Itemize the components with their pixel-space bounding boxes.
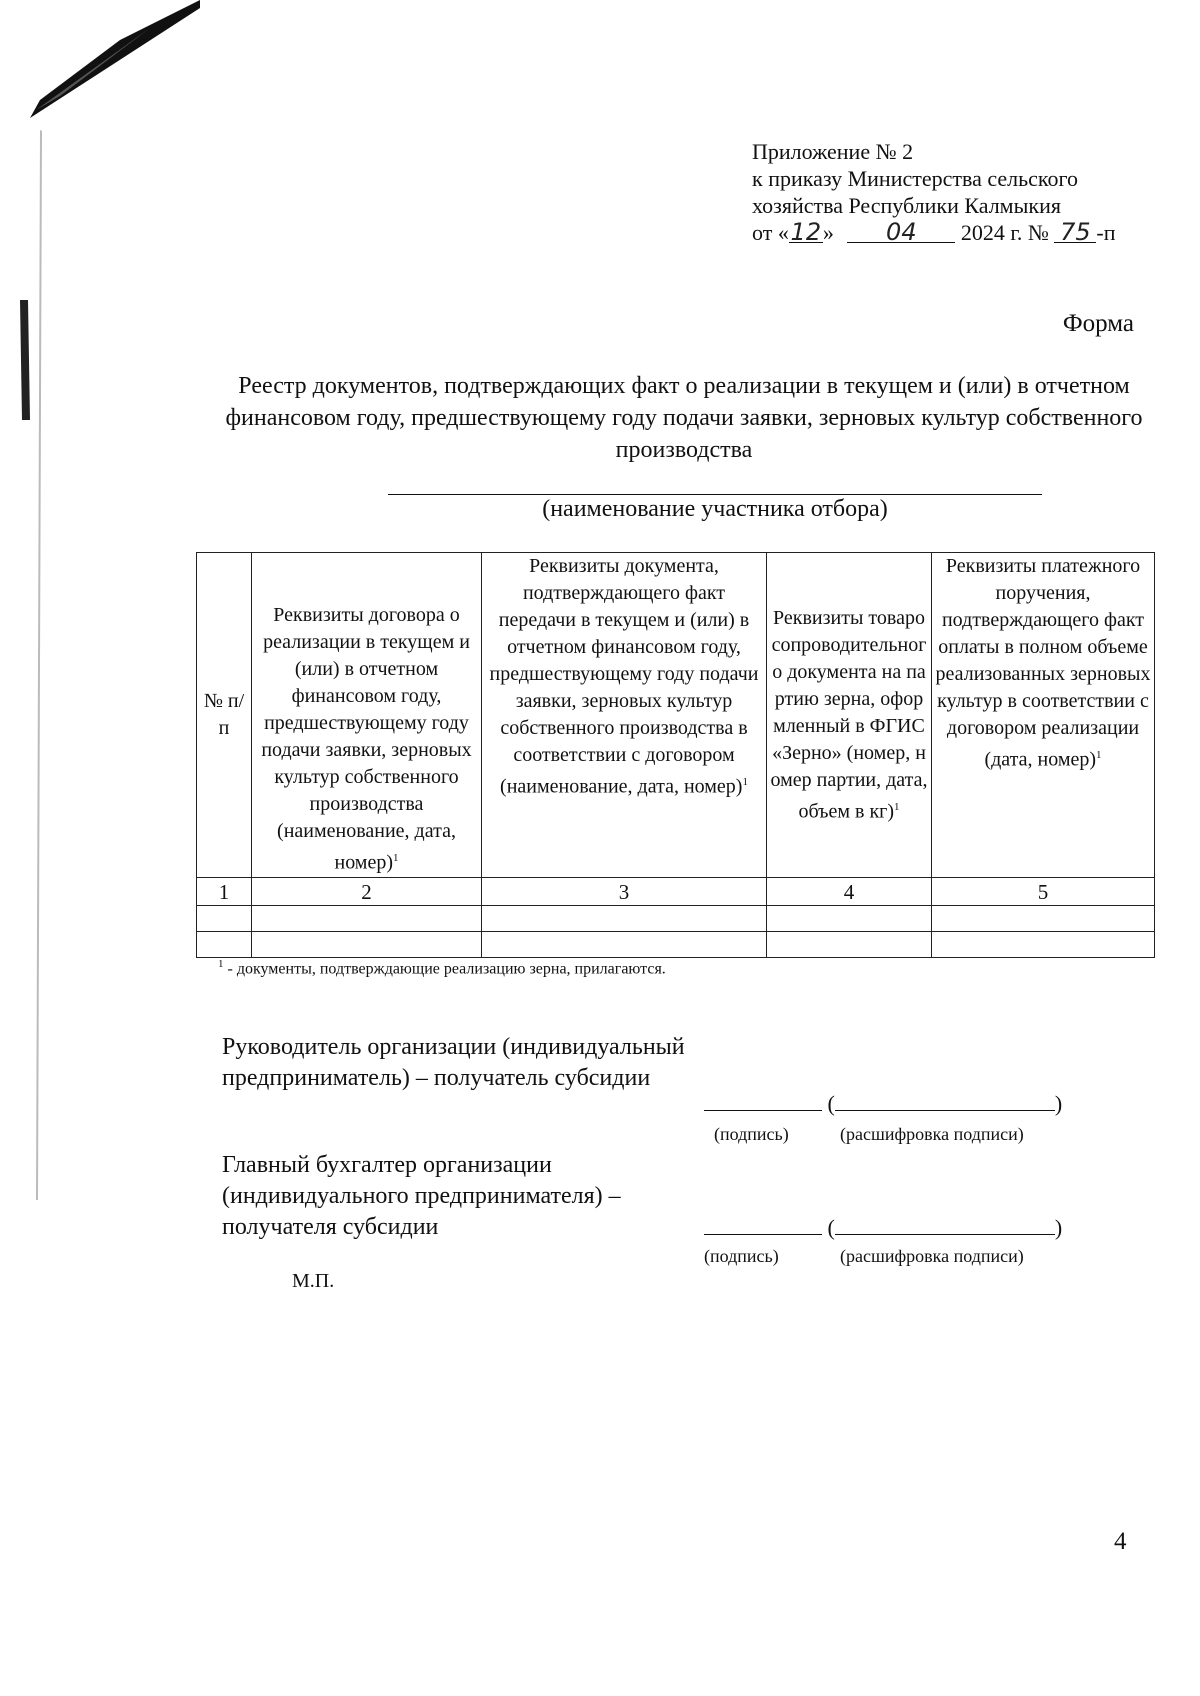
header-cell: Реквизиты платежного поручения, подтверждающего факт оплаты в полном объеме реализованных зерновых культур в соответствии с договором реализации (дата, номер)$^1$ bbox=[932, 553, 1155, 878]
form-label: Форма bbox=[1062, 310, 1134, 337]
accountant-sign-caption: (подпись) bbox=[704, 1246, 779, 1266]
table-row bbox=[197, 906, 1155, 932]
handwritten-day: 12 bbox=[790, 218, 822, 246]
head-role-label: Руководитель организации (индивидуальный предприниматель) – получатель субсидии bbox=[222, 1034, 685, 1091]
appendix-date-line: от «12» 04 2024 г. № 75 -п bbox=[752, 218, 1116, 246]
appendix-line-3: хозяйства Республики Калмыкия bbox=[752, 193, 1061, 218]
document-title: Реестр документов, подтверждающих факт о реализации в текущем и (или) в отчетном финансовом году, предшествующему году подачи заявки, зерновых культур собственного производства bbox=[225, 373, 1143, 463]
accountant-role-label: Главный бухгалтер организации (индивидуального предпринимателя) – получателя субсидии bbox=[222, 1152, 621, 1240]
appendix-line-2: к приказу Министерства сельского bbox=[752, 166, 1078, 191]
column-number-row bbox=[197, 878, 1155, 906]
accountant-signature-line: ( ) bbox=[704, 1214, 1062, 1241]
column-number: 3 bbox=[482, 878, 767, 906]
handwritten-number: 75 bbox=[1054, 222, 1096, 243]
table-footnote: $^1$ - документы, подтверждающие реализацию зерна, прилагаются. bbox=[218, 958, 666, 978]
head-sign-caption: (подпись) bbox=[714, 1124, 789, 1144]
stamp-place-label: М.П. bbox=[292, 1270, 335, 1292]
table-header-row bbox=[197, 553, 1155, 878]
scan-edge-artifact bbox=[0, 0, 200, 1696]
column-number: 1 bbox=[197, 878, 252, 906]
head-signature-line: ( ) bbox=[704, 1090, 1062, 1117]
page-number: 4 bbox=[1114, 1528, 1127, 1555]
handwritten-month: 04 bbox=[847, 222, 955, 243]
header-cell: Реквизиты документа, подтверждающего факт передачи в текущем и (или) в отчетном финансовом году, предшествующему году подачи заявки, зерновых культур собственного производства в соответствии с договором (наименование, дата, номер)$^1$ bbox=[482, 553, 767, 878]
column-number: 4 bbox=[767, 878, 932, 906]
participant-name-line bbox=[388, 494, 1042, 495]
header-cell: Реквизиты товаросопроводительного документа на партию зерна, оформленный в ФГИС «Зерно» (номер, номер партии, дата, объем в кг)$^1$ bbox=[767, 553, 932, 878]
registry-table bbox=[196, 552, 1155, 958]
head-decode-caption: (расшифровка подписи) bbox=[840, 1124, 1024, 1144]
participant-caption: (наименование участника отбора) bbox=[542, 496, 888, 522]
column-number: 5 bbox=[932, 878, 1155, 906]
accountant-decode-caption: (расшифровка подписи) bbox=[840, 1246, 1024, 1266]
header-cell: № п/п bbox=[197, 553, 252, 878]
column-number: 2 bbox=[252, 878, 482, 906]
appendix-block bbox=[752, 138, 1115, 246]
table-row bbox=[197, 932, 1155, 958]
header-cell: Реквизиты договора о реализации в текущем и (или) в отчетном финансовом году, предшествующему году подачи заявки, зерновых культур собственного производства (наименование, дата, номер)$^1$ bbox=[252, 553, 482, 878]
appendix-line-1: Приложение № 2 bbox=[752, 139, 914, 164]
